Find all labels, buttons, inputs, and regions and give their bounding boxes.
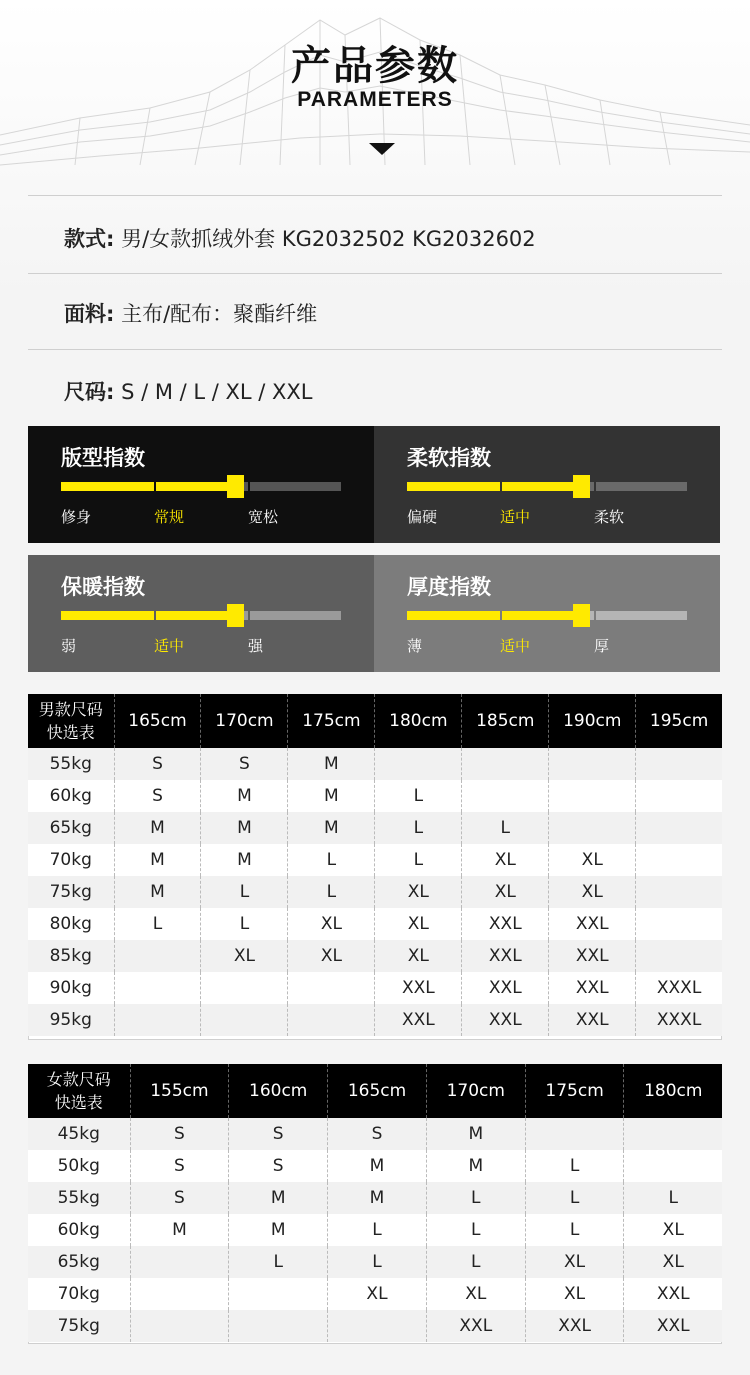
style-row xyxy=(64,223,536,253)
height-header: 180cm xyxy=(624,1064,722,1118)
size-cell: L xyxy=(375,780,462,812)
size-cell xyxy=(636,876,722,908)
size-cell: L xyxy=(288,876,375,908)
index-tick-label: 宽松 xyxy=(248,508,279,526)
size-cell xyxy=(288,972,375,1004)
index-title: 厚度指数 xyxy=(407,575,491,599)
size-cell xyxy=(462,748,549,780)
size-cell: S xyxy=(130,1150,229,1182)
size-cell: XXL xyxy=(624,1310,722,1342)
weight-cell: 70kg xyxy=(28,1278,130,1310)
table-row xyxy=(28,1214,722,1246)
size-cell: M xyxy=(114,844,201,876)
size-cell xyxy=(636,844,722,876)
size-cell xyxy=(229,1278,328,1310)
index-tick-label: 修身 xyxy=(61,508,92,526)
table-row xyxy=(28,812,722,844)
size-label: 尺码: xyxy=(64,380,115,404)
size-cell: M xyxy=(288,780,375,812)
weight-cell: 85kg xyxy=(28,940,114,972)
height-header: 170cm xyxy=(201,694,288,748)
size-cell: XXL xyxy=(462,1004,549,1036)
index-tick-label: 常规 xyxy=(154,508,185,526)
table-row xyxy=(28,1310,722,1342)
size-cell xyxy=(636,812,722,844)
height-header: 190cm xyxy=(549,694,636,748)
size-cell: XXXL xyxy=(636,972,722,1004)
weight-cell: 55kg xyxy=(28,748,114,780)
men-size-table xyxy=(28,694,722,1036)
table-row xyxy=(28,1150,722,1182)
index-panel xyxy=(28,426,374,543)
divider xyxy=(28,195,722,196)
size-cell xyxy=(549,812,636,844)
size-cell: XXL xyxy=(462,940,549,972)
index-marker xyxy=(227,604,244,627)
header-banner xyxy=(0,0,750,190)
height-header: 170cm xyxy=(426,1064,525,1118)
size-cell: L xyxy=(525,1214,624,1246)
index-panel xyxy=(374,426,720,543)
size-cell: M xyxy=(288,748,375,780)
size-cell: XXL xyxy=(525,1310,624,1342)
height-header: 175cm xyxy=(288,694,375,748)
size-cell: XL xyxy=(525,1246,624,1278)
size-cell xyxy=(462,780,549,812)
size-cell: L xyxy=(201,908,288,940)
size-cell: L xyxy=(426,1246,525,1278)
size-cell: M xyxy=(288,812,375,844)
index-bar-divider xyxy=(248,611,250,620)
size-value: S / M / L / XL / XXL xyxy=(121,380,313,404)
size-cell: S xyxy=(328,1118,427,1150)
table-row xyxy=(28,748,722,780)
index-bar-fill xyxy=(407,482,582,491)
index-tick-label: 柔软 xyxy=(594,508,625,526)
size-cell: XXL xyxy=(462,972,549,1004)
weight-cell: 60kg xyxy=(28,780,114,812)
size-cell: XL xyxy=(426,1278,525,1310)
divider xyxy=(28,349,722,350)
height-header: 155cm xyxy=(130,1064,229,1118)
size-cell xyxy=(114,940,201,972)
table-row xyxy=(28,1182,722,1214)
size-cell: M xyxy=(229,1214,328,1246)
size-cell: S xyxy=(229,1118,328,1150)
index-bar-divider xyxy=(248,482,250,491)
size-cell: M xyxy=(328,1150,427,1182)
index-marker xyxy=(573,604,590,627)
size-cell: M xyxy=(201,812,288,844)
size-row xyxy=(64,376,313,406)
size-cell xyxy=(549,780,636,812)
fabric-row xyxy=(64,298,317,328)
size-cell: XXL xyxy=(549,940,636,972)
size-cell: L xyxy=(624,1182,722,1214)
size-cell: XL xyxy=(375,876,462,908)
index-bar-fill xyxy=(61,611,236,620)
fabric-label: 面料: xyxy=(64,302,115,326)
size-cell: S xyxy=(114,748,201,780)
index-level-bar xyxy=(61,611,341,620)
size-cell: L xyxy=(525,1150,624,1182)
size-cell: XL xyxy=(375,908,462,940)
size-cell: L xyxy=(201,876,288,908)
size-cell: XXL xyxy=(549,908,636,940)
index-tick-label: 适中 xyxy=(154,637,185,655)
size-cell xyxy=(624,1150,722,1182)
size-cell: M xyxy=(229,1182,328,1214)
style-value: 男/女款抓绒外套 KG2032502 KG2032602 xyxy=(121,227,536,251)
size-cell: XXL xyxy=(549,972,636,1004)
table-row xyxy=(28,940,722,972)
size-cell: XXL xyxy=(426,1310,525,1342)
size-cell: M xyxy=(114,876,201,908)
size-cell: XL xyxy=(624,1246,722,1278)
size-cell: XL xyxy=(328,1278,427,1310)
size-cell: L xyxy=(375,812,462,844)
size-cell xyxy=(201,972,288,1004)
weight-cell: 55kg xyxy=(28,1182,130,1214)
size-cell xyxy=(114,972,201,1004)
size-cell: XL xyxy=(201,940,288,972)
size-cell xyxy=(114,1004,201,1036)
index-marker xyxy=(573,475,590,498)
size-cell: XXL xyxy=(549,1004,636,1036)
index-tick-label: 偏硬 xyxy=(407,508,438,526)
height-header: 180cm xyxy=(375,694,462,748)
size-cell: S xyxy=(114,780,201,812)
size-cell xyxy=(636,940,722,972)
size-cell: XL xyxy=(462,876,549,908)
height-header: 165cm xyxy=(114,694,201,748)
men-table-corner: 男款尺码 快选表 xyxy=(28,694,114,748)
size-cell xyxy=(636,748,722,780)
size-cell xyxy=(375,748,462,780)
height-header: 185cm xyxy=(462,694,549,748)
size-cell xyxy=(201,1004,288,1036)
page-subtitle: PARAMETERS xyxy=(297,88,453,111)
index-tick-label: 弱 xyxy=(61,637,77,655)
size-cell: S xyxy=(201,748,288,780)
divider xyxy=(28,273,722,274)
size-cell xyxy=(288,1004,375,1036)
index-tick-label: 厚 xyxy=(594,637,610,655)
index-bar-divider xyxy=(154,482,156,491)
size-cell: M xyxy=(426,1118,525,1150)
size-cell: XL xyxy=(462,844,549,876)
index-panel xyxy=(28,555,374,672)
size-cell: L xyxy=(114,908,201,940)
size-cell: M xyxy=(328,1182,427,1214)
size-cell: S xyxy=(130,1182,229,1214)
weight-cell: 65kg xyxy=(28,1246,130,1278)
size-cell: XL xyxy=(525,1278,624,1310)
women-table-corner: 女款尺码 快选表 xyxy=(28,1064,130,1118)
weight-cell: 90kg xyxy=(28,972,114,1004)
index-tick-label: 适中 xyxy=(500,637,531,655)
size-cell: S xyxy=(130,1118,229,1150)
size-cell: L xyxy=(525,1182,624,1214)
size-cell: XL xyxy=(549,844,636,876)
size-cell: S xyxy=(229,1150,328,1182)
index-bar-divider xyxy=(500,611,502,620)
index-level-bar xyxy=(407,482,687,491)
index-bar-fill xyxy=(407,611,582,620)
weight-cell: 50kg xyxy=(28,1150,130,1182)
index-marker xyxy=(227,475,244,498)
size-cell: XXL xyxy=(624,1278,722,1310)
size-cell xyxy=(636,908,722,940)
size-cell: L xyxy=(426,1214,525,1246)
size-cell: M xyxy=(201,780,288,812)
index-bar-divider xyxy=(500,482,502,491)
table-row xyxy=(28,780,722,812)
style-label: 款式: xyxy=(64,227,115,251)
fabric-value: 主布/配布：聚酯纤维 xyxy=(121,302,318,326)
table-row xyxy=(28,908,722,940)
size-cell xyxy=(549,748,636,780)
size-cell: XL xyxy=(549,876,636,908)
size-cell: XL xyxy=(375,940,462,972)
weight-cell: 70kg xyxy=(28,844,114,876)
table-row xyxy=(28,1004,722,1036)
size-cell: L xyxy=(328,1214,427,1246)
height-header: 175cm xyxy=(525,1064,624,1118)
size-cell: XL xyxy=(288,908,375,940)
size-cell: M xyxy=(426,1150,525,1182)
index-tick-label: 薄 xyxy=(407,637,423,655)
weight-cell: 95kg xyxy=(28,1004,114,1036)
table-row xyxy=(28,1118,722,1150)
table-row xyxy=(28,844,722,876)
height-header: 195cm xyxy=(636,694,722,748)
index-level-bar xyxy=(61,482,341,491)
weight-cell: 80kg xyxy=(28,908,114,940)
size-cell: XXXL xyxy=(636,1004,722,1036)
women-size-table xyxy=(28,1064,722,1342)
size-cell: XXL xyxy=(462,908,549,940)
size-cell xyxy=(624,1118,722,1150)
size-cell: M xyxy=(130,1214,229,1246)
index-tick-label: 强 xyxy=(248,637,264,655)
size-cell: L xyxy=(462,812,549,844)
size-cell xyxy=(130,1310,229,1342)
index-title: 保暖指数 xyxy=(61,575,145,599)
index-tick-label: 适中 xyxy=(500,508,531,526)
table-row xyxy=(28,972,722,1004)
size-cell: M xyxy=(201,844,288,876)
size-cell: L xyxy=(288,844,375,876)
size-cell: XL xyxy=(624,1214,722,1246)
size-cell: L xyxy=(328,1246,427,1278)
index-bar-divider xyxy=(594,482,596,491)
height-header: 160cm xyxy=(229,1064,328,1118)
weight-cell: 65kg xyxy=(28,812,114,844)
index-level-bar xyxy=(407,611,687,620)
size-cell: XL xyxy=(288,940,375,972)
down-triangle-icon xyxy=(369,143,395,155)
size-cell xyxy=(328,1310,427,1342)
size-cell: M xyxy=(114,812,201,844)
page-title: 产品参数 xyxy=(291,43,459,89)
table-row xyxy=(28,1278,722,1310)
weight-cell: 60kg xyxy=(28,1214,130,1246)
size-cell: XXL xyxy=(375,1004,462,1036)
size-cell xyxy=(130,1246,229,1278)
index-bar-divider xyxy=(594,611,596,620)
weight-cell: 45kg xyxy=(28,1118,130,1150)
index-bar-fill xyxy=(61,482,236,491)
index-bar-divider xyxy=(154,611,156,620)
size-cell xyxy=(525,1118,624,1150)
size-cell xyxy=(229,1310,328,1342)
weight-cell: 75kg xyxy=(28,876,114,908)
index-title: 柔软指数 xyxy=(407,446,491,470)
index-title: 版型指数 xyxy=(61,446,145,470)
table-row xyxy=(28,1246,722,1278)
height-header: 165cm xyxy=(328,1064,427,1118)
size-cell: L xyxy=(375,844,462,876)
size-cell xyxy=(636,780,722,812)
weight-cell: 75kg xyxy=(28,1310,130,1342)
index-panel xyxy=(374,555,720,672)
size-cell: XXL xyxy=(375,972,462,1004)
size-cell xyxy=(130,1278,229,1310)
size-cell: L xyxy=(426,1182,525,1214)
size-cell: L xyxy=(229,1246,328,1278)
table-row xyxy=(28,876,722,908)
